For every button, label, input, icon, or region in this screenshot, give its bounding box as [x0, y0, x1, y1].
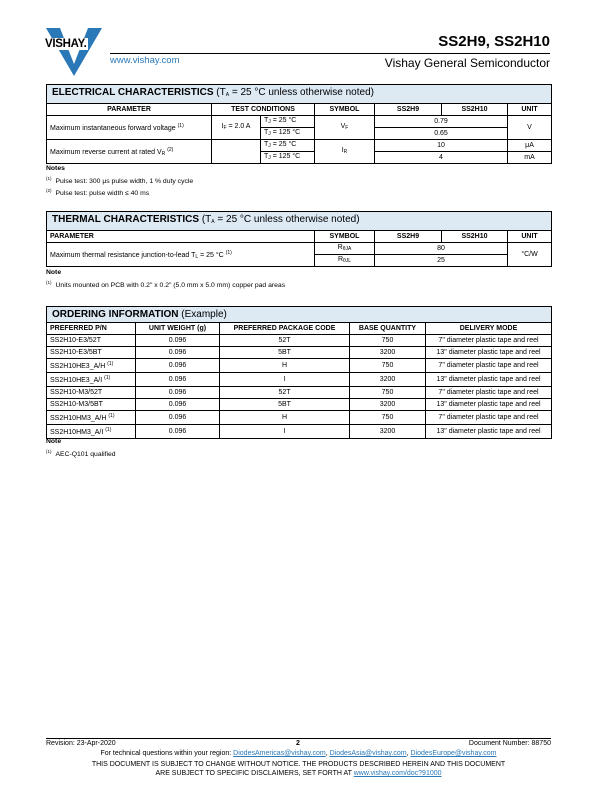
revision: Revision: 23-Apr-2020	[46, 740, 116, 747]
cell-pn: SS2H10-M3/5BT	[47, 399, 136, 411]
ordering-header-row: PREFERRED P/N UNIT WEIGHT (g) PREFERRED PACKAGE CODE BASE QUANTITY DELIVERY MODE	[47, 323, 552, 335]
part-numbers: SS2H9, SS2H10	[438, 33, 550, 50]
notes-heading: Note	[46, 269, 62, 276]
note-item: $^{(1)}$ AEC-Q101 qualified	[46, 448, 116, 458]
table-row	[47, 387, 552, 399]
cell-qty: 3200	[350, 399, 426, 411]
notes-heading: Note	[46, 438, 62, 445]
ordering-notes	[46, 437, 116, 459]
table-row: $T_J = 125$ °C 0.65	[47, 128, 552, 140]
cell-code: I	[220, 425, 350, 439]
cell-mode: 7" diameter plastic tape and reel	[426, 335, 552, 347]
thermal-characteristics-table	[46, 211, 552, 267]
cell-weight: 0.096	[136, 373, 220, 387]
cell-mode: 13" diameter plastic tape and reel	[426, 373, 552, 387]
cell-qty: 3200	[350, 347, 426, 359]
disclaimer-link[interactable]: www.vishay.com/doc?91000	[353, 770, 442, 777]
cell-code: I	[220, 373, 350, 387]
cell-code: 5BT	[220, 347, 350, 359]
cell-code: 5BT	[220, 399, 350, 411]
cell-code: H	[220, 411, 350, 425]
table-row	[47, 373, 552, 387]
cell-code: 52T	[220, 387, 350, 399]
cell-pn: SS2H10HE3_A/H $^{(1)}$	[47, 359, 136, 373]
table-row: Maximum reverse current at rated $V_R$ $^{(2)}$ $T_J = 25$ °C $I_R$ 10 μA	[47, 140, 552, 152]
note-item: $^{(1)}$ Units mounted on PCB with 0.2" x 0.2" (5.0 mm x 5.0 mm) copper pad areas	[46, 279, 286, 289]
electrical-header-row: PARAMETER TEST CONDITIONS SYMBOL SS2H9 SS2H10 UNIT	[47, 104, 552, 116]
table-row: $R_{\theta JL}$ 25	[47, 255, 552, 267]
table-row	[47, 425, 552, 439]
header-rule	[110, 53, 550, 54]
table-row	[47, 411, 552, 425]
table-row: Maximum thermal resistance junction-to-lead $T_L = 25$ °C $^{(1)}$ $R_{\theta JA}$ 80 °C/W	[47, 243, 552, 255]
electrical-characteristics-table	[46, 84, 552, 164]
tech-contact-line: For technical questions within your region: DiodesAmericas@vishay.com, DiodesAsia@vishay.com, DiodesEurope@vishay.com	[100, 750, 497, 757]
cell-qty: 3200	[350, 425, 426, 439]
table-row: Maximum instantaneous forward voltage $^{(1)}$ $I_F = 2.0$ A $T_J = 25$ °C $V_F$ 0.79 V	[47, 116, 552, 128]
email-asia-link[interactable]: DiodesAsia@vishay.com	[329, 750, 407, 757]
cell-qty: 750	[350, 335, 426, 347]
page-number: 2	[296, 740, 300, 747]
disclaimer-line-2: ARE SUBJECT TO SPECIFIC DISCLAIMERS, SET FORTH AT www.vishay.com/doc?91000	[155, 770, 442, 777]
cell-mode: 7" diameter plastic tape and reel	[426, 387, 552, 399]
cell-qty: 750	[350, 411, 426, 425]
division-title: Vishay General Semiconductor	[384, 56, 550, 70]
cell-pn: SS2H10HE3_A/I $^{(1)}$	[47, 373, 136, 387]
note-item: $^{(2)}$ Pulse test: pulse width ≤ 40 ms	[46, 188, 150, 197]
cell-weight: 0.096	[136, 387, 220, 399]
cell-weight: 0.096	[136, 359, 220, 373]
ordering-information-table	[46, 306, 552, 439]
cell-pn: SS2H10-E3/52T	[47, 335, 136, 347]
cell-mode: 7" diameter plastic tape and reel	[426, 411, 552, 425]
email-americas-link[interactable]: DiodesAmericas@vishay.com	[233, 750, 326, 757]
cell-qty: 3200	[350, 373, 426, 387]
cell-mode: 13" diameter plastic tape and reel	[426, 425, 552, 439]
cell-mode: 13" diameter plastic tape and reel	[426, 347, 552, 359]
cell-weight: 0.096	[136, 347, 220, 359]
website-link[interactable]: www.vishay.com	[110, 55, 180, 66]
cell-weight: 0.096	[136, 399, 220, 411]
thermal-notes	[46, 268, 285, 290]
cell-pn: SS2H10HM3_A/H $^{(1)}$	[47, 411, 136, 425]
footer-rule	[46, 738, 551, 739]
cell-code: H	[220, 359, 350, 373]
logo-text: VISHAY.	[45, 38, 87, 50]
ordering-title: ORDERING INFORMATION (Example)	[47, 307, 552, 323]
cell-weight: 0.096	[136, 411, 220, 425]
table-row	[47, 335, 552, 347]
vishay-logo	[44, 26, 104, 76]
notes-heading: Notes	[46, 165, 65, 172]
cell-pn: SS2H10-M3/52T	[47, 387, 136, 399]
thermal-header-row: PARAMETER SYMBOL SS2H9 SS2H10 UNIT	[47, 231, 552, 243]
cell-qty: 750	[350, 359, 426, 373]
electrical-notes	[46, 164, 193, 199]
thermal-title: THERMAL CHARACTERISTICS ($T_A = 25$ °C unless otherwise noted)	[47, 212, 552, 231]
disclaimer-line-1: THIS DOCUMENT IS SUBJECT TO CHANGE WITHOUT NOTICE. THE PRODUCTS DESCRIBED HEREIN AND THIS DOCUMENT	[91, 761, 506, 768]
cell-weight: 0.096	[136, 335, 220, 347]
cell-code: 52T	[220, 335, 350, 347]
document-number: Document Number: 88750	[468, 740, 551, 747]
table-row	[47, 347, 552, 359]
note-item: $^{(1)}$ Pulse test: 300 μs pulse width, 1 % duty cycle	[46, 175, 194, 185]
table-row	[47, 399, 552, 411]
cell-pn: SS2H10HM3_A/I $^{(1)}$	[47, 425, 136, 439]
cell-mode: 7" diameter plastic tape and reel	[426, 359, 552, 373]
email-europe-link[interactable]: DiodesEurope@vishay.com	[410, 750, 497, 757]
electrical-title: ELECTRICAL CHARACTERISTICS ($T_A = 25$ °C unless otherwise noted)	[47, 85, 552, 104]
cell-mode: 13" diameter plastic tape and reel	[426, 399, 552, 411]
cell-qty: 750	[350, 387, 426, 399]
table-row	[47, 359, 552, 373]
table-row: $T_J = 125$ °C 4 mA	[47, 152, 552, 164]
cell-pn: SS2H10-E3/5BT	[47, 347, 136, 359]
cell-weight: 0.096	[136, 425, 220, 439]
